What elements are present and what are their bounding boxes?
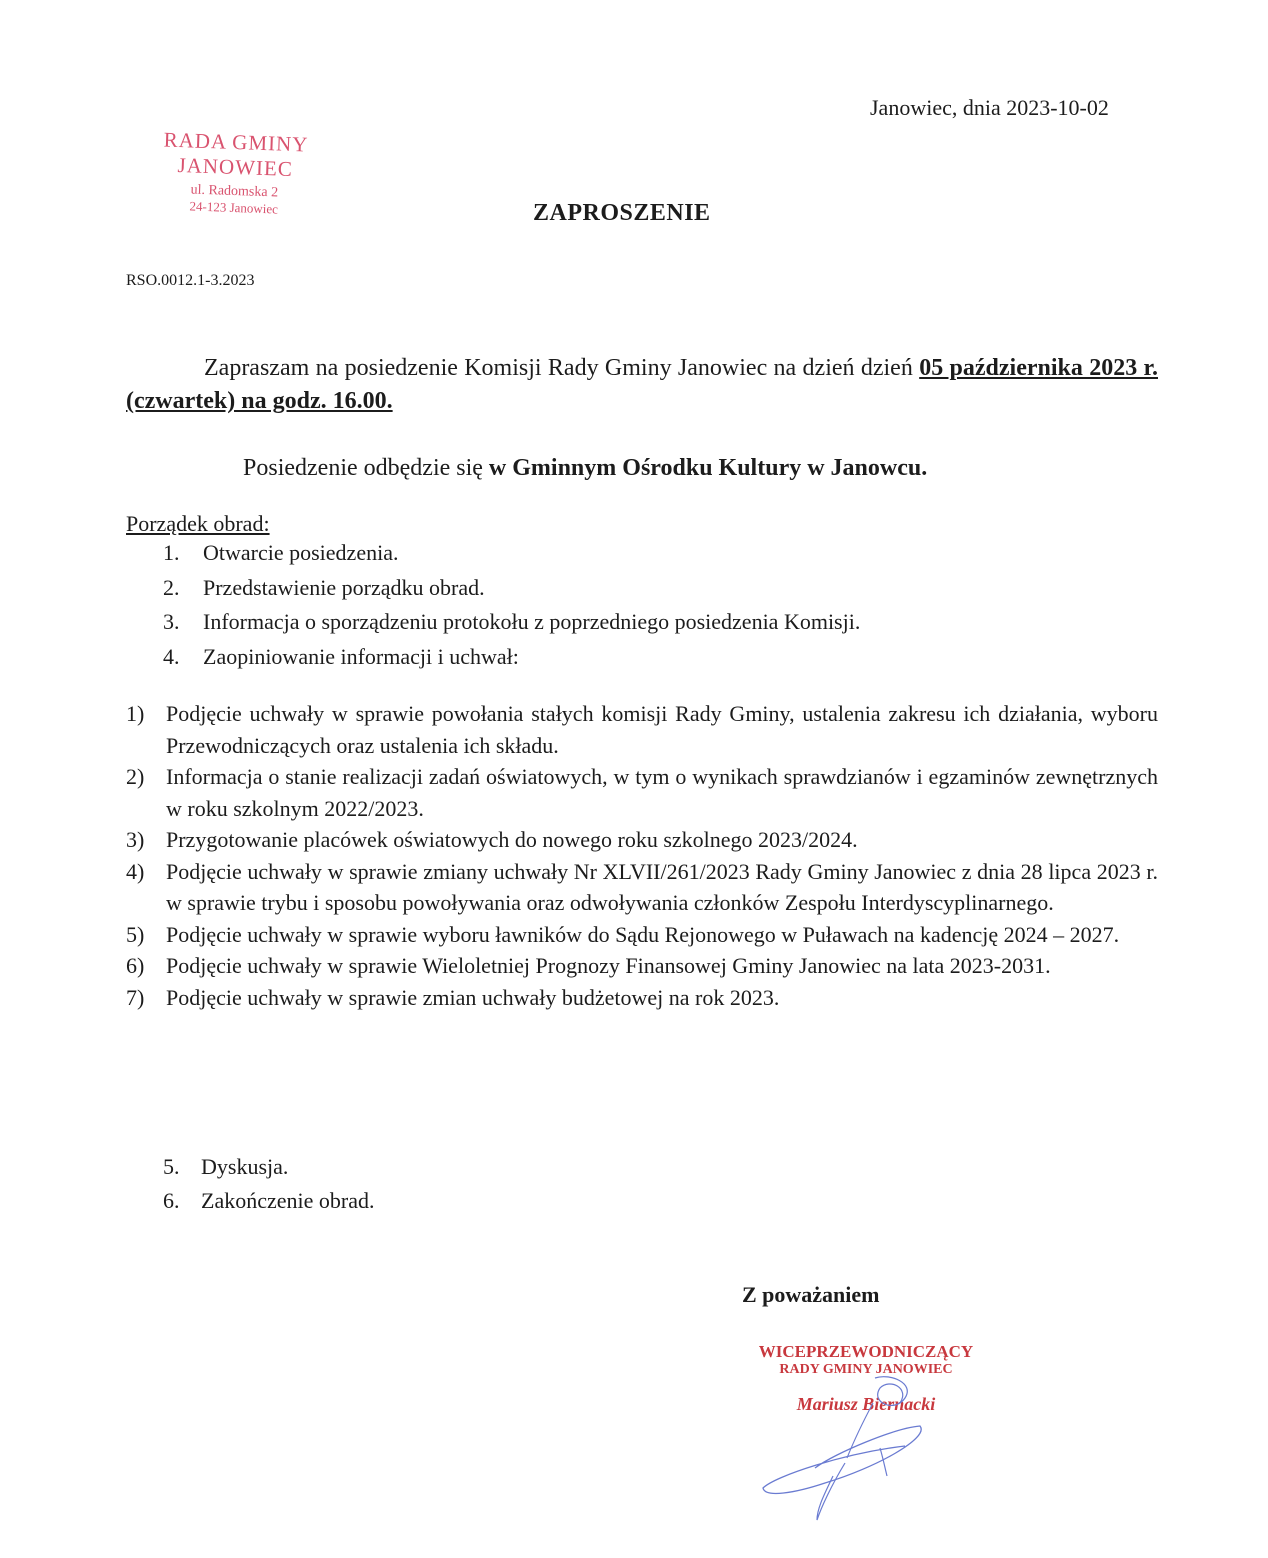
agenda-subitem — [126, 950, 1158, 982]
item-number: 4. — [163, 643, 180, 669]
agenda-item — [163, 609, 860, 644]
agenda-subitem — [126, 919, 1158, 951]
subitem-number: 4) — [126, 858, 145, 884]
invitation-text: Zapraszam na posiedzenie Komisji Rady Gminy Janowiec na dzień dzień — [204, 355, 913, 381]
subitem-text: Informacja o stanie realizacji zadań oświatowych, w tym o wynikach sprawdzianów i egzaminów zewnętrznych w roku szkolnym 2022/2023. — [166, 764, 1158, 821]
subitem-number: 6) — [126, 953, 145, 978]
item-number: 2. — [163, 574, 180, 600]
item-number: 3. — [163, 609, 180, 634]
agenda-subitem — [126, 824, 1158, 856]
agenda-list — [163, 540, 860, 678]
agenda-item — [163, 575, 860, 610]
subitem-number: 3) — [126, 827, 145, 852]
item-text: Przedstawienie porządku obrad. — [203, 574, 485, 600]
agenda-subitem — [126, 761, 1158, 824]
subitem-text: Podjęcie uchwały w sprawie wyboru ławników do Sądu Rejonowego w Puławach na kadencję 2024 – 2027. — [166, 921, 1120, 947]
document-date: Janowiec, dnia 2023-10-02 — [870, 95, 1109, 120]
item-text: Otwarcie posiedzenia. — [203, 540, 399, 565]
meeting-location: w Gminnym Ośrodku Kultury w Janowcu. — [488, 455, 928, 481]
agenda-subitem-list — [126, 698, 1158, 1013]
stamp-line-2: JANOWIEC — [177, 152, 294, 182]
agenda-subitem — [126, 982, 1158, 1014]
agenda-label: Porządek obrad: — [126, 511, 270, 536]
location-paragraph — [243, 455, 927, 482]
location-prefix: Posiedzenie odbędzie się — [243, 455, 483, 481]
item-text: Dyskusja. — [201, 1154, 289, 1179]
invitation-paragraph — [126, 352, 1158, 418]
handwritten-signature — [755, 1358, 955, 1528]
closing-phrase: Z poważaniem — [742, 1282, 880, 1307]
agenda-item — [163, 644, 860, 679]
agenda-final-list — [163, 1154, 374, 1222]
signature-stamp-line-1: WICEPRZEWODNICZĄCY — [758, 1342, 974, 1361]
reference-number: RSO.0012.1-3.2023 — [126, 272, 255, 289]
subitem-text: Podjęcie uchwały w sprawie zmian uchwały budżetowej na rok 2023. — [166, 984, 780, 1010]
meeting-date: 05 października 2023 r. (czwartek) na godz. 16.00. — [126, 355, 1158, 414]
signer-name: Mariusz Biernacki — [796, 1394, 936, 1414]
subitem-number: 5) — [126, 921, 145, 947]
stamp-line-1: RADA GMINY — [163, 127, 309, 157]
subitem-text: Przygotowanie placówek oświatowych do nowego roku szkolnego 2023/2024. — [166, 827, 858, 852]
subitem-number: 2) — [126, 764, 145, 789]
stamp-line-3: ul. Radomska 2 — [190, 182, 279, 201]
council-stamp — [139, 127, 332, 220]
agenda-item — [163, 1154, 374, 1188]
agenda-subitem — [126, 856, 1158, 919]
subitem-number: 1) — [126, 701, 145, 726]
item-number: 6. — [163, 1188, 180, 1213]
subitem-text: Podjęcie uchwały w sprawie powołania stałych komisji Rady Gminy, ustalenia zakresu ich działania, wyboru Przewodniczących oraz ustalenia ich składu. — [166, 701, 1158, 758]
item-text: Zaopiniowanie informacji i uchwał: — [203, 643, 519, 669]
item-text: Informacja o sporządzeniu protokołu z poprzedniego posiedzenia Komisji. — [203, 609, 861, 634]
item-number: 1. — [163, 540, 180, 565]
document-title: ZAPROSZENIE — [533, 200, 711, 226]
signature-stamp-line-2: RADY GMINY JANOWIEC — [779, 1362, 953, 1377]
subitem-text: Podjęcie uchwały w sprawie zmiany uchwały Nr XLVII/261/2023 Rady Gminy Janowiec z dnia 28 lipca 2023 r. w sprawie trybu i sposobu powoływania oraz odwoływania członków Zespołu Interdyscyplinarnego. — [166, 858, 1158, 915]
stamp-line-4: 24-123 Janowiec — [189, 198, 279, 217]
item-text: Zakończenie obrad. — [201, 1188, 375, 1213]
subitem-number: 7) — [126, 984, 145, 1010]
item-number: 5. — [163, 1154, 180, 1179]
agenda-item — [163, 1188, 374, 1222]
agenda-item — [163, 540, 860, 575]
subitem-text: Podjęcie uchwały w sprawie Wieloletniej Prognozy Finansowej Gminy Janowiec na lata 2023-2031. — [166, 953, 1051, 978]
agenda-subitem — [126, 698, 1158, 761]
